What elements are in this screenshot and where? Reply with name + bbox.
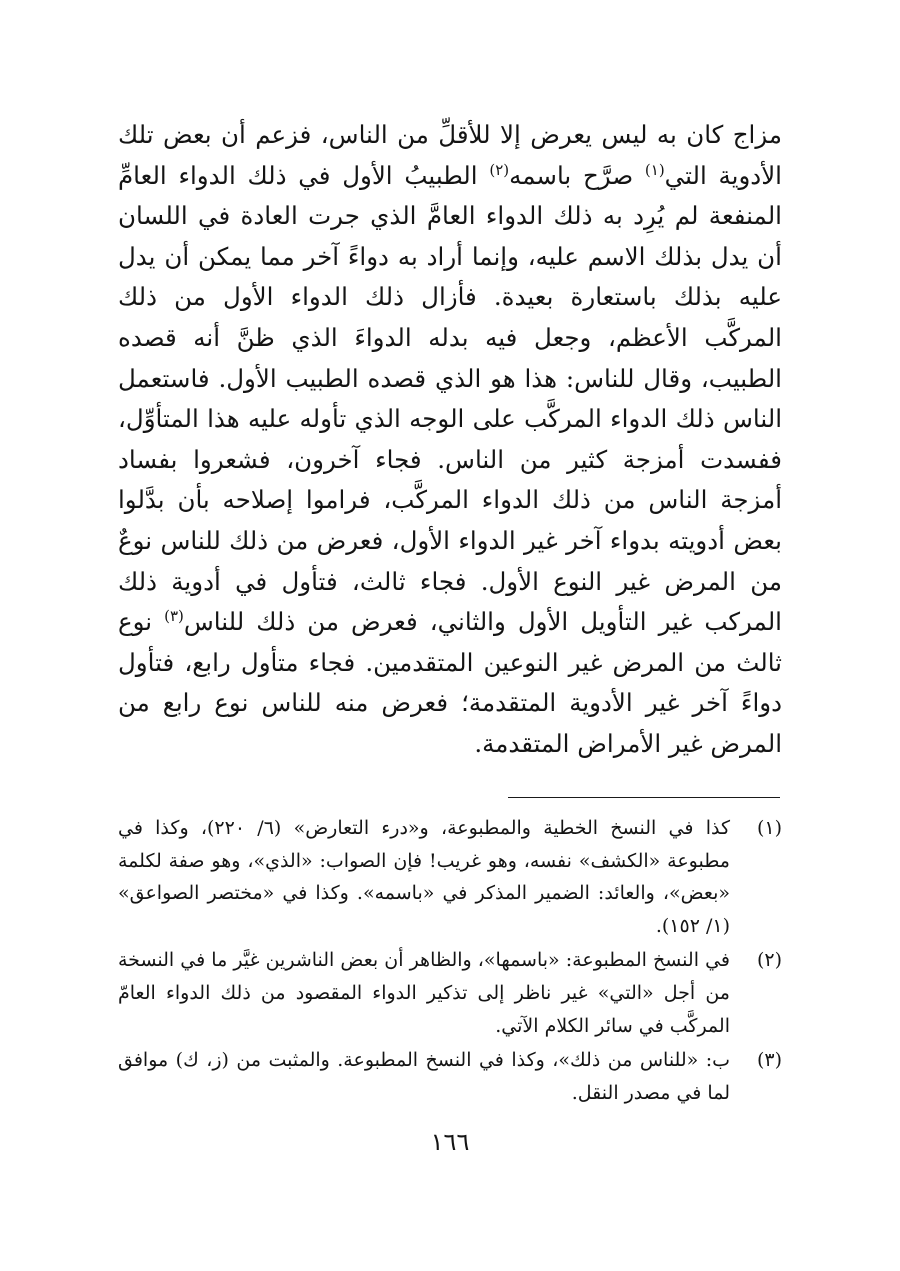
footnote-ref-1[interactable]: (١) — [644, 160, 665, 179]
footnote-1 — [118, 812, 782, 942]
footnote-ref-2[interactable]: (٢) — [489, 160, 510, 179]
text-segment-4: نوع ثالث من المرض غير النوعين المتقدمين. فجاء متأول رابع، فتأول دواءً آخر غير الأدوية المتقدمة؛ فعرض منه للناس نوع رابع من المرض غير الأمراض المتقدمة. — [118, 607, 782, 758]
footnote-marker-1: (١) — [756, 817, 782, 839]
footnote-divider — [508, 797, 780, 798]
footnote-text-2: في النسخ المطبوعة: «باسمها»، والظاهر أن بعض الناشرين غيَّر ما في النسخة من أجل «التي» غير ناظر إلى تذكير الدواء المقصود من ذلك الدواء العامّ المركَّب في سائر الكلام الآتي. — [118, 949, 730, 1037]
main-paragraph — [118, 115, 782, 765]
footnote-marker-3: (٣) — [756, 1049, 782, 1072]
footnote-3 — [118, 1044, 782, 1109]
footnotes-section — [118, 812, 782, 1111]
text-segment-1: مزاج كان به ليس يعرض إلا للأقلِّ من الناس، فزعم أن بعض تلك الأدوية التي — [118, 120, 782, 190]
main-text-block — [118, 115, 782, 765]
footnote-text-1: كذا في النسخ الخطية والمطبوعة، و«درء التعارض» (٦/ ٢٢٠)، وكذا في مطبوعة «الكشف» نفسه، وهو غريب! فإن الصواب: «الذي»، وهو صفة لكلمة «بعض»، والعائد: الضمير المذكر في «باسمه». وكذا في «مختصر الصواعق» (١/ ١٥٢). — [118, 817, 730, 937]
footnote-ref-3[interactable]: (٣) — [164, 606, 184, 625]
page-number: ١٦٦ — [430, 1128, 470, 1156]
text-segment-2: صرَّح باسمه — [509, 160, 645, 190]
footnote-marker-2: (٢) — [756, 949, 782, 972]
footnote-text-3: ب: «للناس من ذلك»، وكذا في النسخ المطبوعة. والمثبت من (ز، ك) موافق لما في مصدر النقل. — [118, 1049, 730, 1104]
footnote-2 — [118, 944, 782, 1042]
text-segment-3: الطبيبُ الأول في ذلك الدواء العامِّ المنفعة لم يُرِد به ذلك الدواء العامَّ الذي جرت العادة في اللسان أن يدل بذلك الاسم عليه، وإنما أراد به دواءً آخر مما يمكن أن يدل عليه بذلك باستعارة بعيدة. فأزال ذلك الدواء الأول من ذلك المركَّب الأعظم، وجعل فيه بدله الدواءَ الذي ظنَّ أنه قصده الطبيب، وقال للناس: هذا هو الذي قصده الطبيب الأول. فاستعمل الناس ذلك الدواء المركَّب على الوجه الذي تأوله عليه هذا المتأوِّل، ففسدت أمزجة كثير من الناس. فجاء آخرون، فشعروا بفساد أمزجة الناس من ذلك الدواء المركَّب، فراموا إصلاحه بأن بدَّلوا بعض أدويته بدواء آخر غير الدواء الأول، فعرض من ذلك للناس نوعٌ من المرض غير النوع الأول. فجاء ثالث، فتأول في أدوية ذلك المركب غير التأويل الأول والثاني، فعرض من ذلك للناس — [118, 160, 782, 637]
